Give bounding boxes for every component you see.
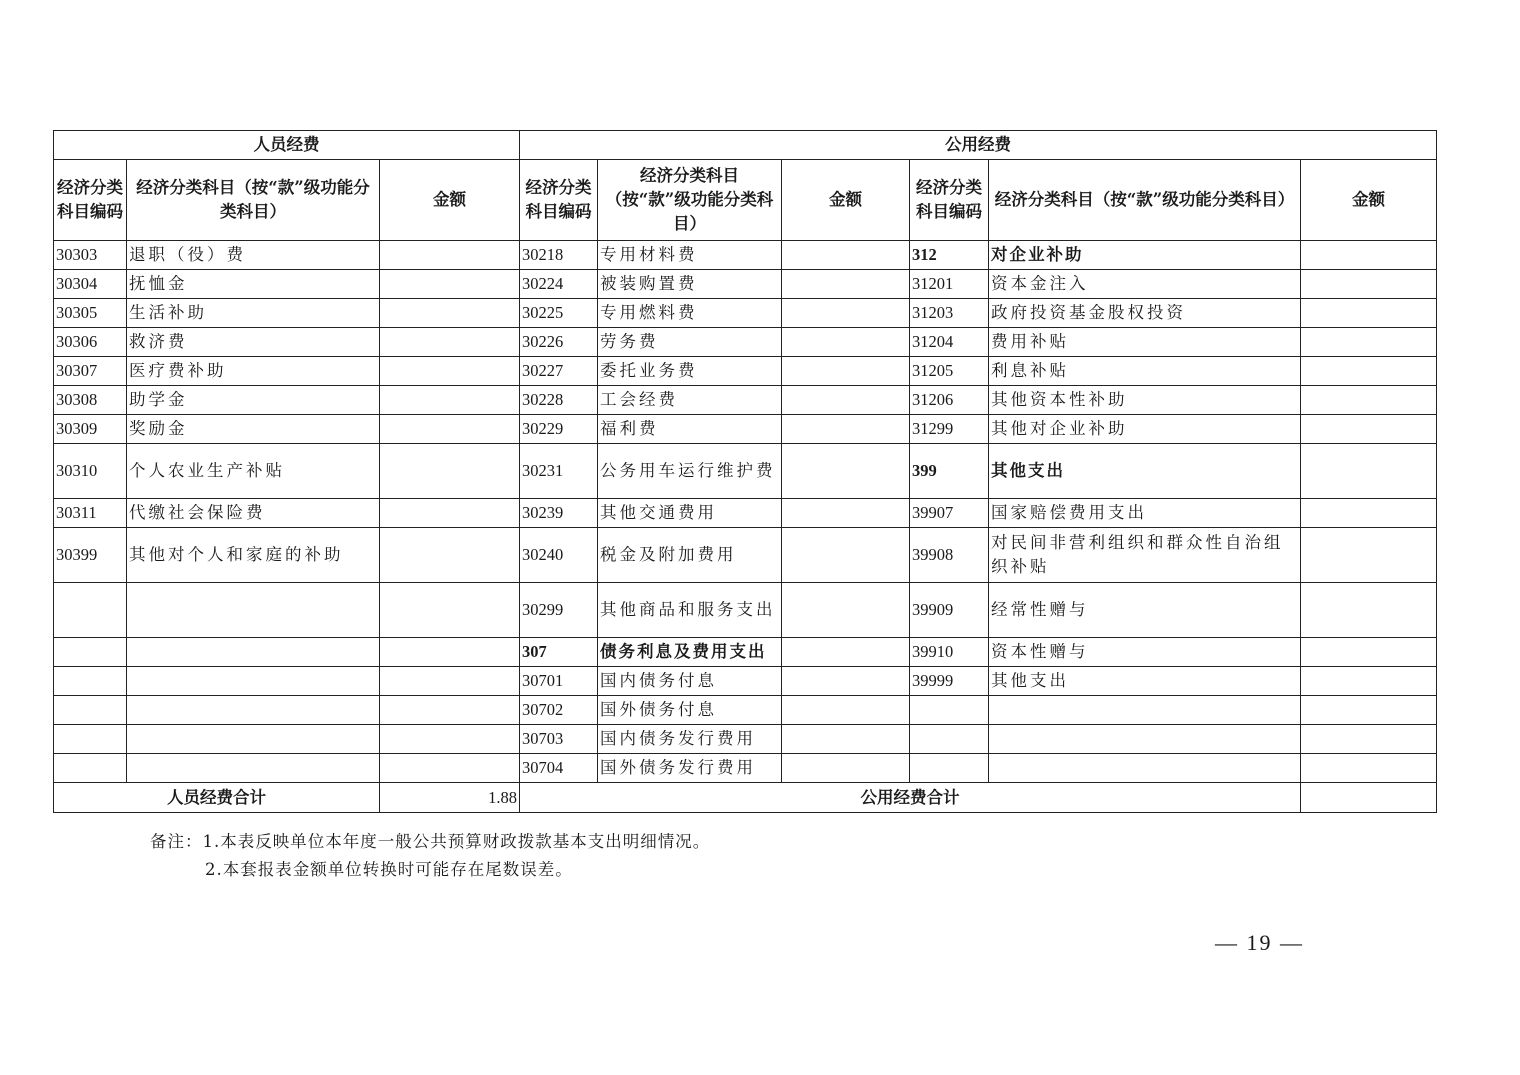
public-amount <box>782 754 910 783</box>
public-amount <box>782 638 910 667</box>
personnel-code: 30310 <box>54 444 127 499</box>
public-code: 30224 <box>520 270 598 299</box>
personnel-amount <box>380 528 520 583</box>
other-name: 经常性赠与 <box>989 583 1301 638</box>
personnel-name: 抚恤金 <box>127 270 380 299</box>
table-row <box>54 241 1437 270</box>
other-name: 政府投资基金股权投资 <box>989 299 1301 328</box>
table-row <box>54 270 1437 299</box>
personnel-code: 30399 <box>54 528 127 583</box>
totals-row <box>54 783 1437 813</box>
public-name: 其他商品和服务支出 <box>598 583 782 638</box>
other-name: 对民间非营利组织和群众性自治组织补贴 <box>989 528 1301 583</box>
other-amount <box>1301 357 1437 386</box>
other-code: 39910 <box>910 638 989 667</box>
public-code: 30299 <box>520 583 598 638</box>
public-total-label: 公用经费合计 <box>520 783 1301 813</box>
table-row <box>54 444 1437 499</box>
public-name: 福利费 <box>598 415 782 444</box>
personnel-code <box>54 638 127 667</box>
personnel-amount <box>380 415 520 444</box>
public-code: 30231 <box>520 444 598 499</box>
personnel-name <box>127 754 380 783</box>
other-code: 39909 <box>910 583 989 638</box>
table-row <box>54 725 1437 754</box>
public-code: 30228 <box>520 386 598 415</box>
note-line-2: 2.本套报表金额单位转换时可能存在尾数误差。 <box>205 860 573 879</box>
public-name: 国内债务发行费用 <box>598 725 782 754</box>
public-name: 劳务费 <box>598 328 782 357</box>
public-amount <box>782 270 910 299</box>
personnel-name: 退职（役）费 <box>127 241 380 270</box>
public-amount <box>782 583 910 638</box>
personnel-total-amount: 1.88 <box>380 783 520 813</box>
personnel-amount <box>380 386 520 415</box>
other-name <box>989 696 1301 725</box>
budget-table <box>53 130 1437 813</box>
other-name <box>989 725 1301 754</box>
header-amount: 金额 <box>380 160 520 241</box>
personnel-amount <box>380 583 520 638</box>
other-amount <box>1301 754 1437 783</box>
public-name: 专用燃料费 <box>598 299 782 328</box>
other-code: 31201 <box>910 270 989 299</box>
public-code: 30240 <box>520 528 598 583</box>
personnel-name: 代缴社会保险费 <box>127 499 380 528</box>
public-code: 30226 <box>520 328 598 357</box>
personnel-amount <box>380 270 520 299</box>
other-amount <box>1301 725 1437 754</box>
personnel-code <box>54 696 127 725</box>
personnel-amount <box>380 638 520 667</box>
public-code: 30227 <box>520 357 598 386</box>
other-amount <box>1301 270 1437 299</box>
other-code: 312 <box>910 241 989 270</box>
public-name: 债务利息及费用支出 <box>598 638 782 667</box>
personnel-code: 30311 <box>54 499 127 528</box>
table-row <box>54 583 1437 638</box>
other-code: 399 <box>910 444 989 499</box>
table-row <box>54 638 1437 667</box>
header-code: 经济分类科目编码 <box>910 160 989 241</box>
other-code: 31204 <box>910 328 989 357</box>
public-amount <box>782 328 910 357</box>
table-row <box>54 415 1437 444</box>
table-row <box>54 386 1437 415</box>
personnel-name: 助学金 <box>127 386 380 415</box>
personnel-code <box>54 754 127 783</box>
page-number: — 19 — <box>1215 930 1304 955</box>
personnel-code <box>54 667 127 696</box>
other-code: 39907 <box>910 499 989 528</box>
table-row <box>54 696 1437 725</box>
table-row <box>54 499 1437 528</box>
other-amount <box>1301 241 1437 270</box>
public-code: 30218 <box>520 241 598 270</box>
personnel-amount <box>380 357 520 386</box>
table-row <box>54 667 1437 696</box>
public-name: 委托业务费 <box>598 357 782 386</box>
personnel-name: 其他对个人和家庭的补助 <box>127 528 380 583</box>
personnel-amount <box>380 725 520 754</box>
header-amount: 金额 <box>1301 160 1437 241</box>
public-name: 被装购置费 <box>598 270 782 299</box>
personnel-amount <box>380 328 520 357</box>
other-name: 对企业补助 <box>989 241 1301 270</box>
personnel-amount <box>380 696 520 725</box>
personnel-name: 医疗费补助 <box>127 357 380 386</box>
other-name: 其他资本性补助 <box>989 386 1301 415</box>
public-amount <box>782 299 910 328</box>
other-name: 资本性赠与 <box>989 638 1301 667</box>
personnel-name <box>127 583 380 638</box>
other-code: 31299 <box>910 415 989 444</box>
table-row <box>54 754 1437 783</box>
personnel-amount <box>380 754 520 783</box>
public-code: 30704 <box>520 754 598 783</box>
public-name: 国外债务付息 <box>598 696 782 725</box>
other-amount <box>1301 499 1437 528</box>
public-name: 税金及附加费用 <box>598 528 782 583</box>
personnel-name <box>127 667 380 696</box>
public-code: 30702 <box>520 696 598 725</box>
public-amount <box>782 667 910 696</box>
public-code: 30239 <box>520 499 598 528</box>
other-name: 资本金注入 <box>989 270 1301 299</box>
personnel-code: 30307 <box>54 357 127 386</box>
other-code <box>910 725 989 754</box>
public-total-amount <box>1301 783 1437 813</box>
notes <box>150 828 710 884</box>
column-header-row <box>54 160 1437 241</box>
personnel-code: 30308 <box>54 386 127 415</box>
personnel-name: 个人农业生产补贴 <box>127 444 380 499</box>
header-code: 经济分类科目编码 <box>520 160 598 241</box>
public-amount <box>782 444 910 499</box>
other-amount <box>1301 696 1437 725</box>
public-code: 307 <box>520 638 598 667</box>
other-code <box>910 696 989 725</box>
header-amount: 金额 <box>782 160 910 241</box>
public-code: 30701 <box>520 667 598 696</box>
other-amount <box>1301 667 1437 696</box>
personnel-code <box>54 725 127 754</box>
public-code: 30225 <box>520 299 598 328</box>
personnel-amount <box>380 499 520 528</box>
personnel-amount <box>380 299 520 328</box>
personnel-name <box>127 696 380 725</box>
personnel-code <box>54 583 127 638</box>
section-header-row <box>54 131 1437 160</box>
other-amount <box>1301 528 1437 583</box>
other-amount <box>1301 444 1437 499</box>
other-name <box>989 754 1301 783</box>
other-amount <box>1301 299 1437 328</box>
public-name: 国内债务付息 <box>598 667 782 696</box>
other-code: 39908 <box>910 528 989 583</box>
other-code: 39999 <box>910 667 989 696</box>
other-amount <box>1301 583 1437 638</box>
header-name: 经济分类科目（按“款”级功能分类科目） <box>127 160 380 241</box>
personnel-total-label: 人员经费合计 <box>54 783 380 813</box>
public-name: 其他交通费用 <box>598 499 782 528</box>
personnel-name <box>127 725 380 754</box>
other-code: 31203 <box>910 299 989 328</box>
public-amount <box>782 499 910 528</box>
personnel-name <box>127 638 380 667</box>
public-name: 专用材料费 <box>598 241 782 270</box>
other-name: 其他支出 <box>989 667 1301 696</box>
personnel-name: 救济费 <box>127 328 380 357</box>
public-name: 公务用车运行维护费 <box>598 444 782 499</box>
personnel-code: 30306 <box>54 328 127 357</box>
public-amount <box>782 696 910 725</box>
other-name: 费用补贴 <box>989 328 1301 357</box>
public-amount <box>782 386 910 415</box>
personnel-section-title: 人员经费 <box>54 131 520 160</box>
public-amount <box>782 357 910 386</box>
other-name: 其他支出 <box>989 444 1301 499</box>
personnel-name: 奖励金 <box>127 415 380 444</box>
note-line-1: 备注：1.本表反映单位本年度一般公共预算财政拨款基本支出明细情况。 <box>150 832 711 851</box>
table-row <box>54 528 1437 583</box>
other-code <box>910 754 989 783</box>
other-name: 利息补贴 <box>989 357 1301 386</box>
public-amount <box>782 528 910 583</box>
public-amount <box>782 241 910 270</box>
public-name: 工会经费 <box>598 386 782 415</box>
personnel-name: 生活补助 <box>127 299 380 328</box>
header-name: 经济分类科目（按“款”级功能分类科目） <box>598 160 782 241</box>
personnel-code: 30303 <box>54 241 127 270</box>
header-name: 经济分类科目（按“款”级功能分类科目） <box>989 160 1301 241</box>
table-row <box>54 357 1437 386</box>
personnel-code: 30304 <box>54 270 127 299</box>
personnel-amount <box>380 444 520 499</box>
other-amount <box>1301 415 1437 444</box>
other-code: 31205 <box>910 357 989 386</box>
table-row <box>54 299 1437 328</box>
other-amount <box>1301 638 1437 667</box>
personnel-amount <box>380 667 520 696</box>
public-amount <box>782 725 910 754</box>
other-code: 31206 <box>910 386 989 415</box>
header-code: 经济分类科目编码 <box>54 160 127 241</box>
personnel-code: 30309 <box>54 415 127 444</box>
other-amount <box>1301 328 1437 357</box>
other-amount <box>1301 386 1437 415</box>
other-name: 国家赔偿费用支出 <box>989 499 1301 528</box>
personnel-code: 30305 <box>54 299 127 328</box>
other-name: 其他对企业补助 <box>989 415 1301 444</box>
personnel-amount <box>380 241 520 270</box>
table-row <box>54 328 1437 357</box>
public-amount <box>782 415 910 444</box>
public-section-title: 公用经费 <box>520 131 1437 160</box>
public-name: 国外债务发行费用 <box>598 754 782 783</box>
public-code: 30703 <box>520 725 598 754</box>
public-code: 30229 <box>520 415 598 444</box>
